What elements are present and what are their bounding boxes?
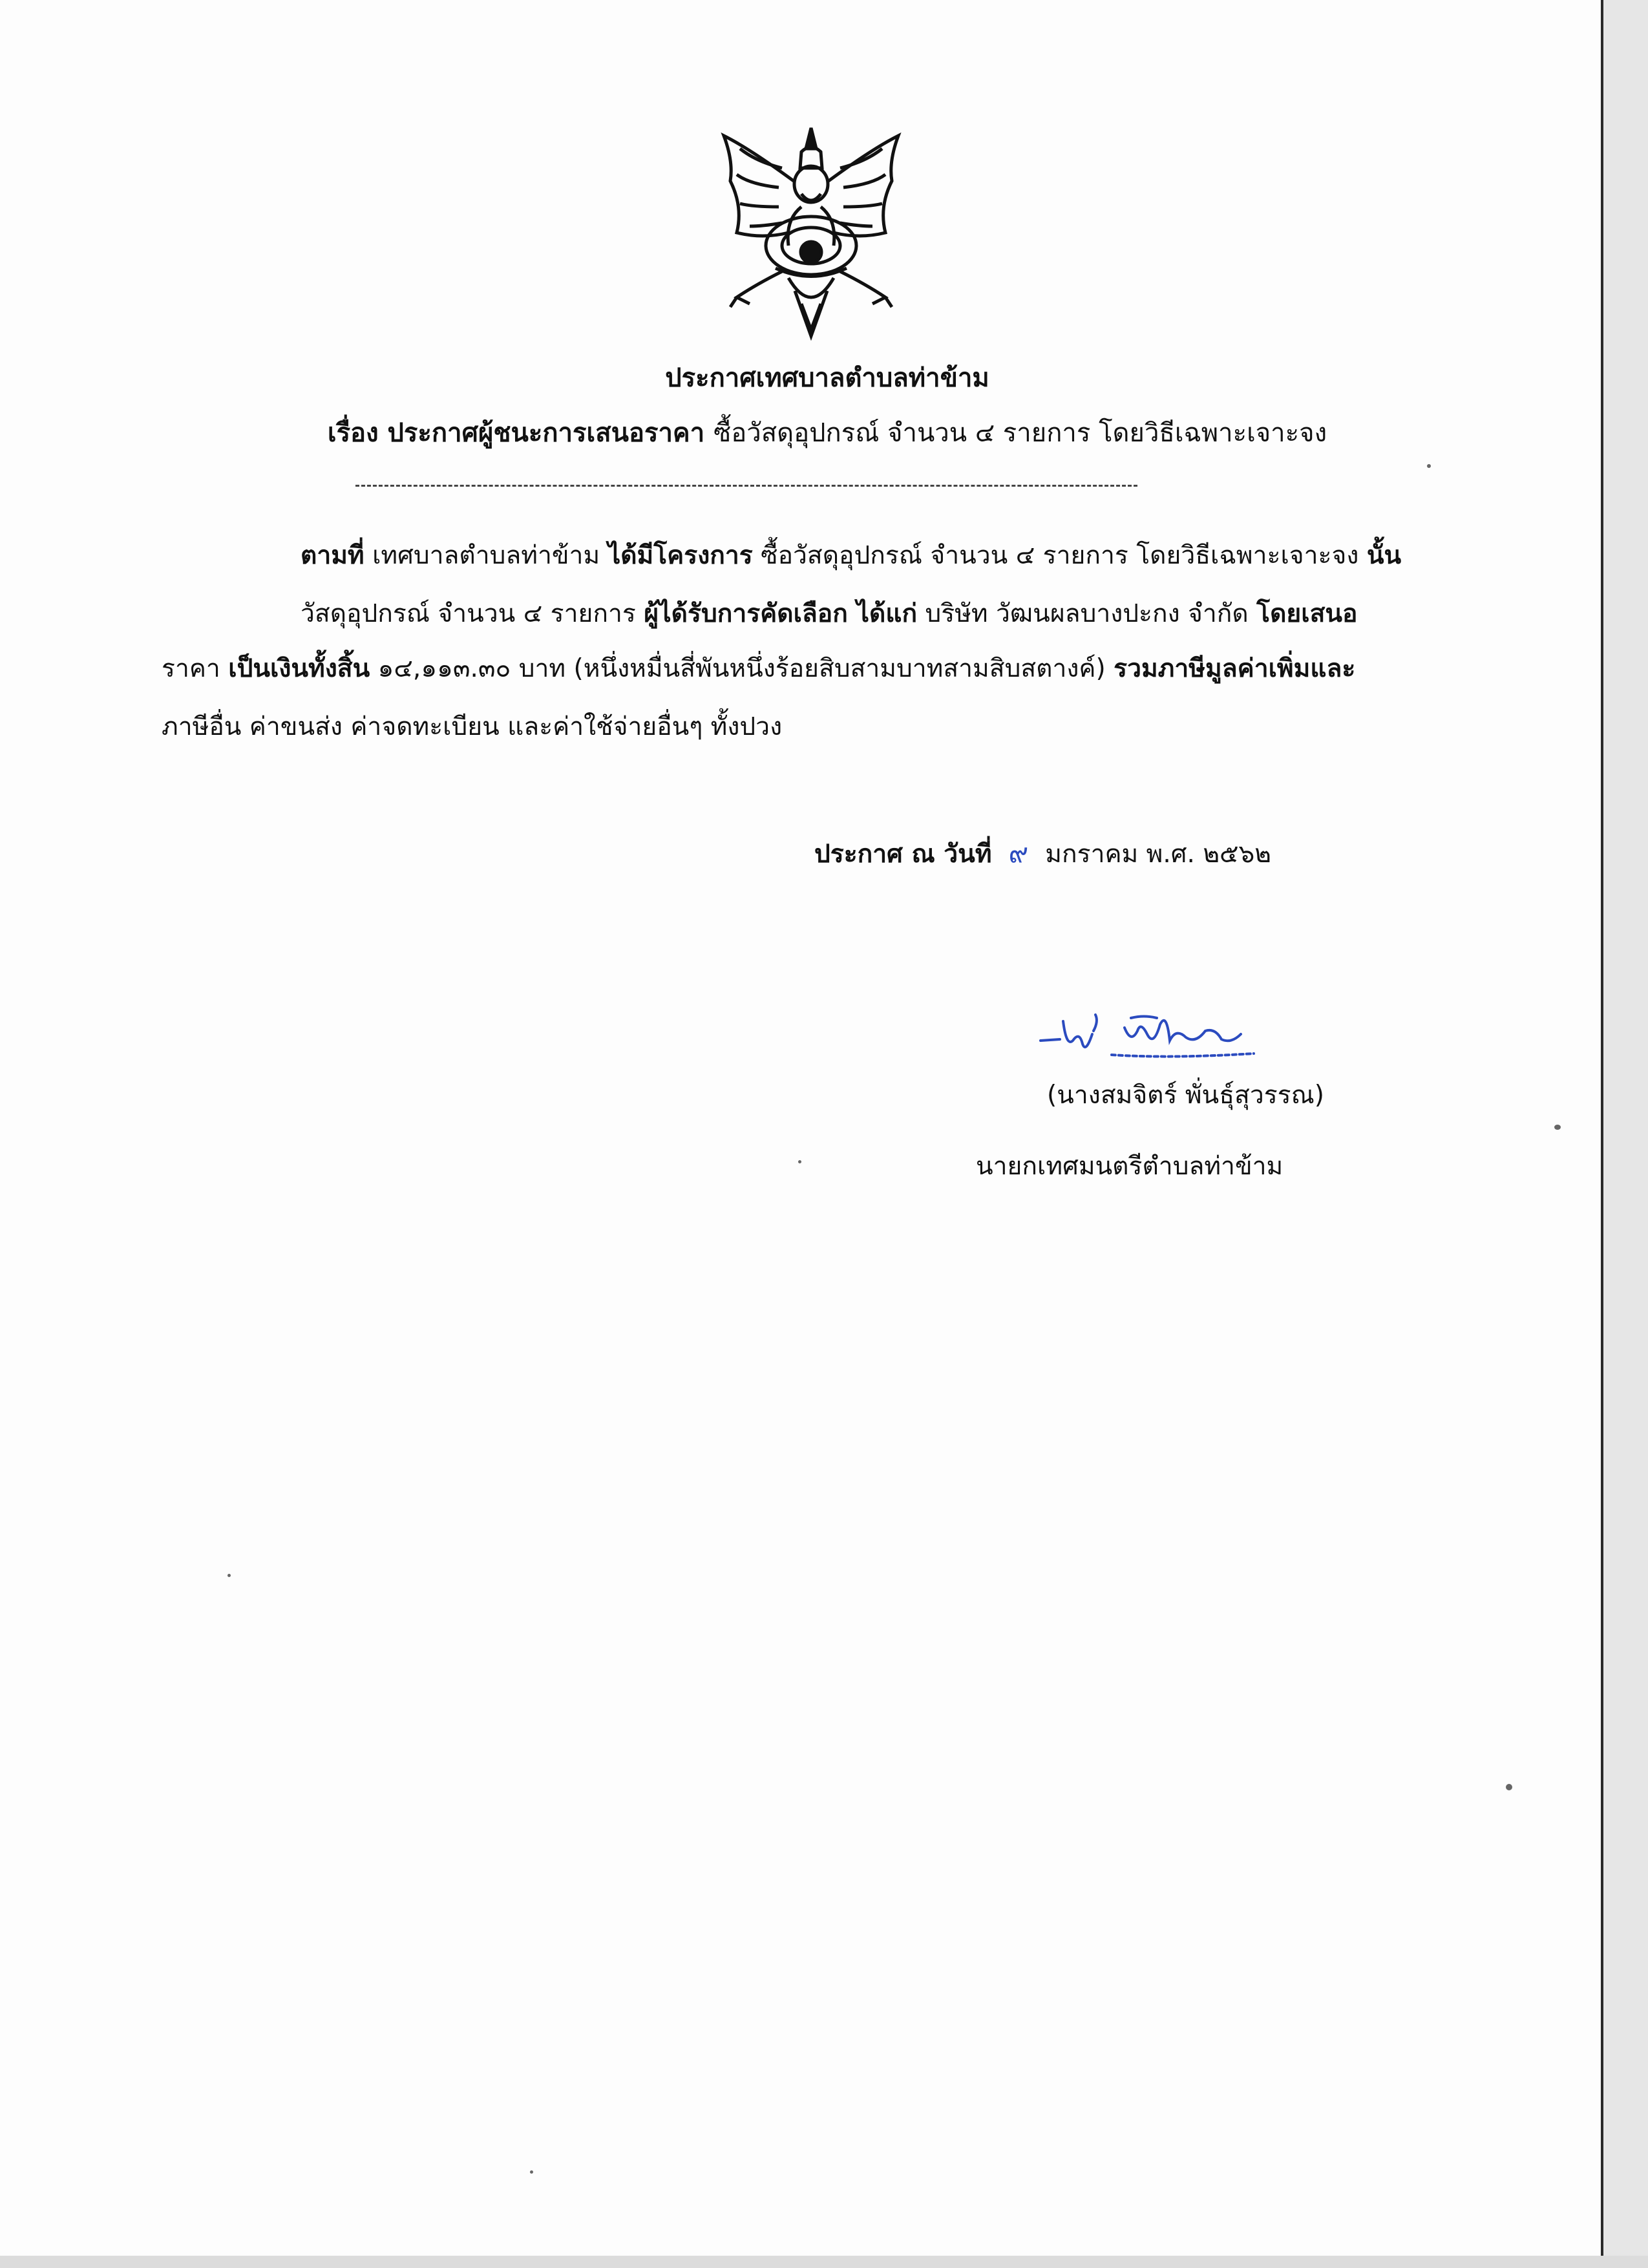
announcement-subject bbox=[194, 414, 1461, 452]
scan-speck bbox=[1506, 1784, 1512, 1790]
body-l2-c: บริษัท วัฒนผลบางปะกง จำกัด bbox=[925, 599, 1249, 628]
scan-edge bbox=[1603, 0, 1648, 2268]
body-l2-a: วัสดุอุปกรณ์ จำนวน ๔ รายการ bbox=[301, 599, 636, 628]
body-l1-d: ซื้อวัสดุอุปกรณ์ จำนวน ๔ รายการ โดยวิธีเฉพาะเจาะจง bbox=[761, 541, 1359, 570]
body-l4: ภาษีอื่น ค่าขนส่ง ค่าจดทะเบียน และค่าใช้จ่ายอื่นๆ ทั้งปวง bbox=[162, 712, 783, 741]
body-l2-d: โดยเสนอ bbox=[1256, 599, 1358, 628]
date-month-year: มกราคม พ.ศ. ๒๕๖๒ bbox=[1045, 840, 1272, 869]
scan-speck bbox=[1427, 464, 1431, 468]
body-line-1 bbox=[301, 536, 1401, 575]
body-l3-b: เป็นเงินทั้งสิ้น bbox=[228, 654, 370, 683]
scan-speck bbox=[530, 2170, 533, 2174]
body-l3-c: ๑๔,๑๑๓.๓๐ บาท (หนึ่งหมื่นสี่พันหนึ่งร้อยสิบสามบาทสามสิบสตางค์) bbox=[377, 654, 1106, 683]
announcement-date bbox=[814, 834, 1271, 874]
scan-edge-line bbox=[1601, 0, 1603, 2268]
subject-text: ซื้อวัสดุอุปกรณ์ จำนวน ๔ รายการ โดยวิธีเฉพาะเจาะจง bbox=[713, 418, 1327, 448]
body-l1-b: เทศบาลตำบลท่าข้าม bbox=[372, 541, 600, 570]
signatory-name: (นางสมจิตร์ พั่นธุ์สุวรรณ) bbox=[1047, 1081, 1325, 1110]
garuda-emblem-icon bbox=[711, 123, 911, 355]
body-line-4 bbox=[162, 708, 782, 747]
scan-bottom-edge bbox=[0, 2256, 1648, 2268]
body-line-3 bbox=[162, 650, 1355, 688]
subject-label: เรื่อง ประกาศผู้ชนะการเสนอราคา bbox=[327, 418, 705, 448]
body-l3-a: ราคา bbox=[162, 654, 220, 683]
body-l1-a: ตามที่ bbox=[301, 541, 364, 570]
body-l1-e: นั้น bbox=[1366, 541, 1402, 570]
body-l1-c: ได้มีโครงการ bbox=[607, 541, 753, 570]
body-l2-b: ผู้ได้รับการคัดเลือก ได้แก่ bbox=[644, 599, 918, 628]
scan-speck bbox=[798, 1160, 801, 1163]
divider bbox=[355, 485, 1137, 487]
date-prefix: ประกาศ ณ วันที่ bbox=[814, 840, 992, 869]
handwritten-signature bbox=[1034, 995, 1260, 1066]
scan-speck bbox=[227, 1574, 231, 1577]
body-line-2 bbox=[301, 595, 1357, 633]
scan-speck bbox=[1554, 1125, 1561, 1130]
date-day: ๙ bbox=[1008, 837, 1029, 869]
announcement-title: ประกาศเทศบาลตำบลท่าข้าม bbox=[665, 363, 989, 393]
signatory-position: นายกเทศมนตรีตำบลท่าข้าม bbox=[976, 1152, 1284, 1181]
body-l3-d: รวมภาษีมูลค่าเพิ่มและ bbox=[1114, 654, 1356, 683]
